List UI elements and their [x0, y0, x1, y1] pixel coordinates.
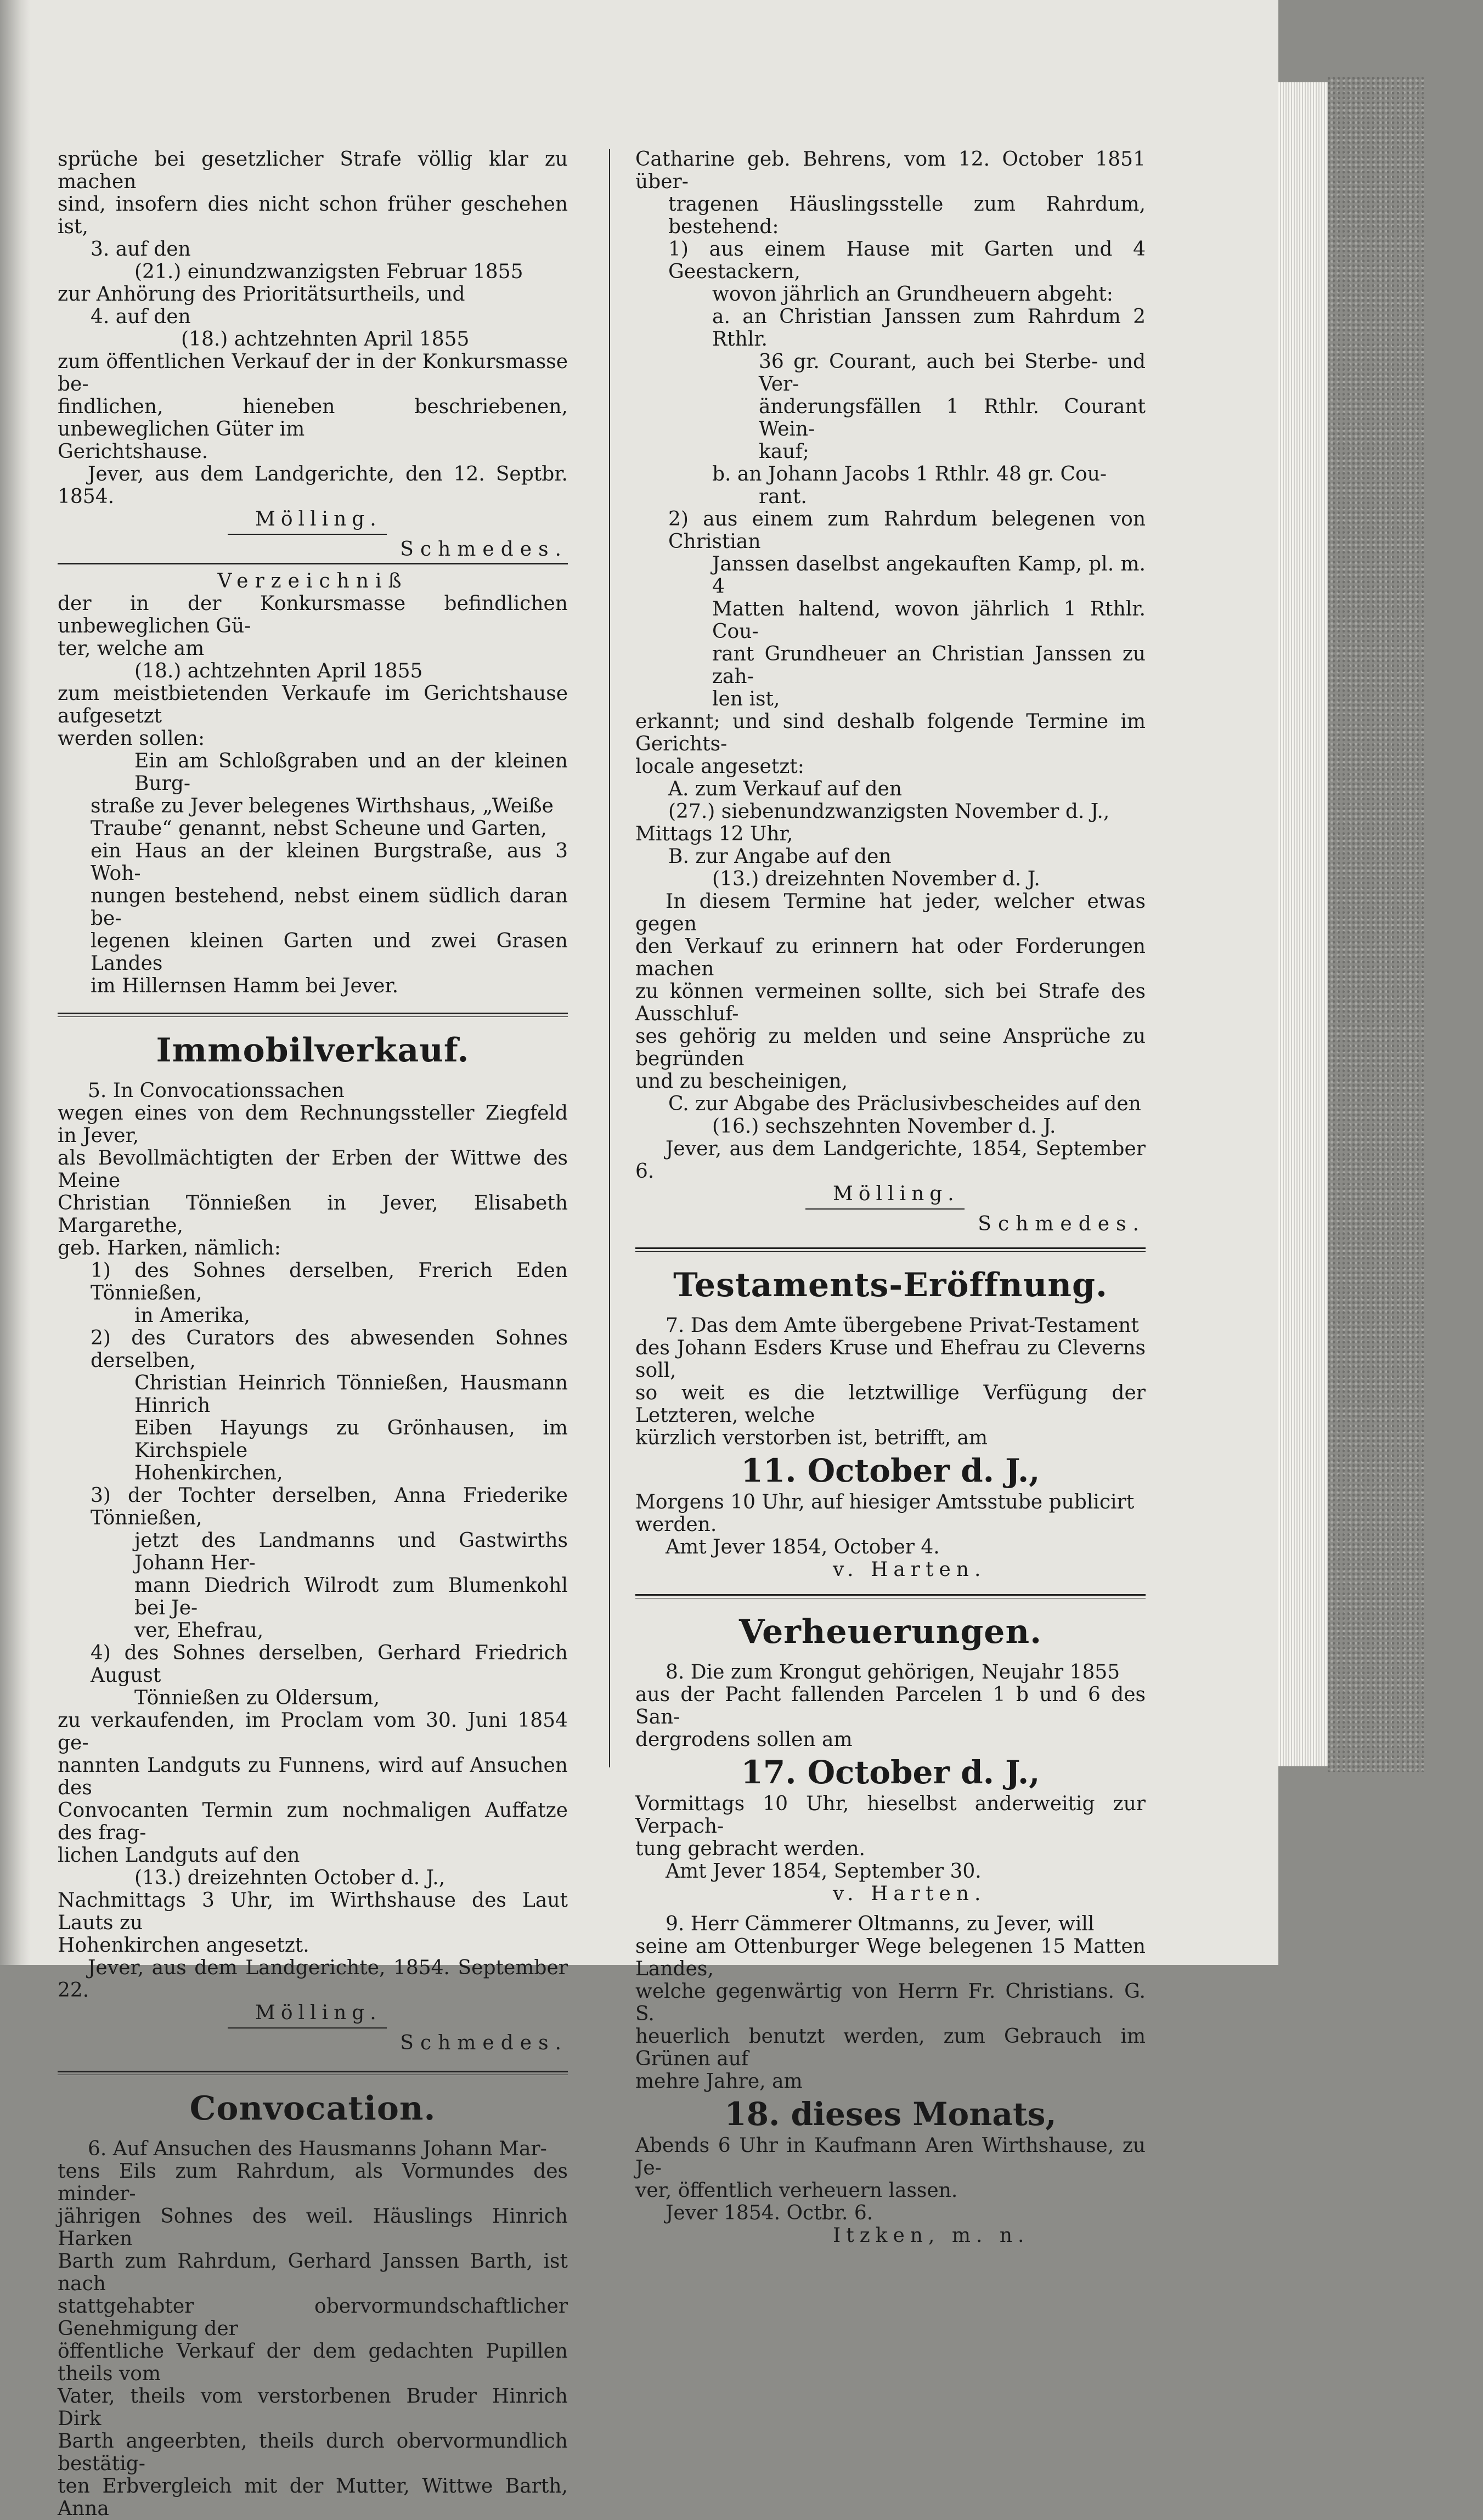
text-line: (27.) siebenundzwanzigsten November d. J., — [668, 800, 1110, 823]
signature: Mölling. — [255, 508, 382, 530]
text-line: Catharine geb. Behrens, vom 12. October 1851 über- — [635, 148, 1146, 193]
text-line: Jever, aus dem Landgerichte, 1854. September 22. — [58, 1957, 568, 2002]
highlighted-date: 18. dieses Monats, — [724, 2095, 1057, 2133]
text-line: 2) des Curators des abwesenden Sohnes derselben, — [91, 1327, 568, 1372]
section-divider — [58, 1013, 568, 1017]
text-line: Jever, aus dem Landgerichte, 1854, September 6. — [635, 1138, 1146, 1183]
text-line: Gerichtshause. — [58, 440, 208, 463]
signature-rule — [805, 1208, 965, 1210]
text-line: mehre Jahre, am — [635, 2070, 803, 2093]
text-line: Abends 6 Uhr in Kaufmann Aren Wirthshause, zu Je- — [635, 2134, 1146, 2179]
signature: Mölling. — [255, 2002, 382, 2024]
text-line: ter, welche am — [58, 637, 205, 660]
text-line: Vater, theils vom verstorbenen Bruder Hinrich Dirk — [58, 2385, 568, 2430]
section-heading: Testaments-Eröffnung. — [673, 1266, 1108, 1304]
text-line: A. zum Verkauf auf den — [668, 778, 903, 800]
book-cover — [1328, 77, 1424, 1772]
left-column — [58, 148, 568, 2520]
text-line: 6. Auf Ansuchen des Hausmanns Johann Mar- — [88, 2138, 547, 2160]
text-line: 8. Die zum Krongut gehörigen, Neujahr 1855 — [666, 1661, 1120, 1683]
text-line: B. zur Angabe auf den — [668, 845, 892, 868]
text-line: 3) der Tochter derselben, Anna Friederike Tönnießen, — [91, 1484, 568, 1529]
text-line: ses gehörig zu melden und seine Ansprüche zu begründen — [635, 1025, 1146, 1070]
text-line: a. an Christian Janssen zum Rahrdum 2 Rthlr. — [712, 306, 1146, 351]
text-line: Tönnießen zu Oldersum, — [134, 1687, 380, 1709]
text-line: zu können vermeinen sollte, sich bei Strafe des Ausschluf- — [635, 980, 1146, 1025]
signature: Schmedes. — [400, 2032, 568, 2054]
text-line: Barth angeerbten, theils durch obervormundlich bestätig- — [58, 2430, 568, 2475]
text-line: legenen kleinen Garten und zwei Grasen Landes — [91, 930, 568, 975]
section-divider — [635, 1594, 1146, 1598]
text-line: 4. auf den — [91, 306, 191, 328]
text-line: Traube“ genannt, nebst Scheune und Garten, — [91, 817, 547, 840]
text-line: Christian Tönnießen in Jever, Elisabeth Margarethe, — [58, 1192, 568, 1237]
text-line: lichen Landguts auf den — [58, 1844, 300, 1867]
section-heading: Convocation. — [189, 2089, 436, 2128]
column-divider — [609, 149, 610, 1767]
text-line: den Verkauf zu erinnern hat oder Forderungen machen — [635, 935, 1146, 980]
text-line: so weit es die letztwillige Verfügung der Letzteren, welche — [635, 1382, 1146, 1427]
text-line: sind, insofern dies nicht schon früher geschehen ist, — [58, 193, 568, 238]
text-line: Christian Heinrich Tönnießen, Hausmann Hinrich — [134, 1372, 568, 1417]
signature-rule — [228, 534, 387, 535]
text-line: findlichen, hieneben beschriebenen, unbeweglichen Güter im — [58, 395, 568, 440]
text-line: Mittags 12 Uhr, — [635, 823, 793, 845]
text-line: der in der Konkursmasse befindlichen unbeweglichen Gü- — [58, 592, 568, 637]
text-line: (18.) achtzehnten April 1855 — [181, 328, 470, 351]
text-line: straße zu Jever belegenes Wirthshaus, „Weiße — [91, 795, 554, 817]
signature: v. Harten. — [833, 1558, 986, 1581]
text-line: jährigen Sohnes des weil. Häuslings Hinrich Harken — [58, 2205, 568, 2250]
text-line: Nachmittags 3 Uhr, im Wirthshause des Laut Lauts zu — [58, 1889, 568, 1934]
text-line: rant Grundheuer an Christian Janssen zu zah- — [712, 643, 1146, 688]
text-line: Barth zum Rahrdum, Gerhard Janssen Barth, ist nach — [58, 2250, 568, 2295]
text-line: in Amerika, — [134, 1304, 251, 1327]
text-line: Amt Jever 1854, October 4. — [666, 1536, 940, 1558]
text-line: dergrodens sollen am — [635, 1728, 853, 1751]
highlighted-date: 17. October d. J., — [741, 1754, 1040, 1791]
section-divider — [58, 2071, 568, 2075]
text-line: kauf; — [759, 440, 809, 463]
text-line: (13.) dreizehnten November d. J. — [712, 868, 1040, 890]
text-line: 1) aus einem Hause mit Garten und 4 Geestackern, — [668, 238, 1146, 283]
text-line: Hohenkirchen, — [134, 1462, 283, 1484]
text-line: Matten haltend, wovon jährlich 1 Rthlr. Cou- — [712, 598, 1146, 643]
text-line: 4) des Sohnes derselben, Gerhard Friedrich August — [91, 1642, 568, 1687]
text-line: zum öffentlichen Verkauf der in der Konkursmasse be- — [58, 351, 568, 395]
text-line: zur Anhörung des Prioritätsurtheils, und — [58, 283, 465, 306]
text-line: als Bevollmächtigten der Erben der Wittwe des Meine — [58, 1147, 568, 1192]
right-column — [635, 148, 1146, 2247]
text-line: tens Eils zum Rahrdum, als Vormundes des minder- — [58, 2160, 568, 2205]
text-line: Hohenkirchen angesetzt. — [58, 1934, 309, 1957]
text-line: (18.) achtzehnten April 1855 — [134, 660, 423, 682]
text-line: (21.) einundzwanzigsten Februar 1855 — [134, 261, 523, 283]
highlighted-date: 11. October d. J., — [741, 1452, 1040, 1489]
text-line: 2) aus einem zum Rahrdum belegenen von Christian — [668, 508, 1146, 553]
text-line: erkannt; und sind deshalb folgende Termine im Gerichts- — [635, 710, 1146, 755]
text-line: C. zur Abgabe des Präclusivbescheides auf den — [668, 1093, 1141, 1115]
signature: Schmedes. — [400, 538, 568, 561]
text-line: jetzt des Landmanns und Gastwirths Johann Her- — [134, 1529, 568, 1574]
text-line: Morgens 10 Uhr, auf hiesiger Amtsstube publicirt — [635, 1491, 1135, 1513]
text-line: 5. In Convocationssachen — [88, 1080, 345, 1102]
text-line: mann Diedrich Wilrodt zum Blumenkohl bei Je- — [134, 1574, 568, 1619]
text-line: 36 gr. Courant, auch bei Sterbe- und Ver- — [759, 351, 1146, 395]
text-line: kürzlich verstorben ist, betrifft, am — [635, 1427, 988, 1449]
text-line: seine am Ottenburger Wege belegenen 15 Matten Landes, — [635, 1935, 1146, 1980]
text-line: wovon jährlich an Grundheuern abgeht: — [712, 283, 1113, 306]
text-line: geb. Harken, nämlich: — [58, 1237, 281, 1259]
text-line: ein Haus an der kleinen Burgstraße, aus 3 Woh- — [91, 840, 568, 885]
text-line: ver, Ehefrau, — [134, 1619, 264, 1642]
text-line: len ist, — [712, 688, 780, 710]
text-line: Janssen daselbst angekauften Kamp, pl. m. 4 — [712, 553, 1146, 598]
signature: Mölling. — [833, 1183, 960, 1205]
page-stack-edge — [1278, 82, 1328, 1766]
text-line: und zu bescheinigen, — [635, 1070, 848, 1093]
text-line: zum meistbietenden Verkaufe im Gerichtshause aufgesetzt — [58, 682, 568, 727]
text-line: Jever, aus dem Landgerichte, den 12. Septbr. 1854. — [58, 463, 568, 508]
text-line: 1) des Sohnes derselben, Frerich Eden Tönnießen, — [91, 1259, 568, 1304]
text-line: nannten Landguts zu Funnens, wird auf Ansuchen des — [58, 1754, 568, 1799]
text-line: öffentliche Verkauf der dem gedachten Pupillen theils vom — [58, 2340, 568, 2385]
signature: Schmedes. — [978, 1213, 1146, 1235]
text-line: ver, öffentlich verheuern lassen. — [635, 2179, 958, 2202]
text-line: änderungsfällen 1 Rthlr. Courant Wein- — [759, 395, 1146, 440]
text-line: werden sollen: — [58, 727, 205, 750]
text-line: heuerlich benutzt werden, zum Gebrauch im Grünen auf — [635, 2025, 1146, 2070]
page-binding — [0, 0, 30, 1965]
section-heading: Verheuerungen. — [739, 1613, 1042, 1651]
signature: Itzken, m. n. — [833, 2224, 1030, 2247]
text-line: aus der Pacht fallenden Parcelen 1 b und 6 des San- — [635, 1683, 1146, 1728]
section-title: Verzeichniß — [217, 570, 408, 592]
text-line: Ein am Schloßgraben und an der kleinen Burg- — [134, 750, 568, 795]
text-line: sprüche bei gesetzlicher Strafe völlig klar zu machen — [58, 148, 568, 193]
text-line: werden. — [635, 1513, 717, 1536]
text-line: tung gebracht werden. — [635, 1838, 865, 1860]
text-line: rant. — [759, 485, 807, 508]
text-line: 7. Das dem Amte übergebene Privat-Testament — [666, 1314, 1139, 1337]
text-line: Eiben Hayungs zu Grönhausen, im Kirchspiele — [134, 1417, 568, 1462]
section-heading: Immobilverkauf. — [156, 1031, 470, 1070]
text-line: 3. auf den — [91, 238, 191, 261]
text-line: (16.) sechszehnten November d. J. — [712, 1115, 1056, 1138]
text-line: wegen eines von dem Rechnungssteller Ziegfeld in Jever, — [58, 1102, 568, 1147]
text-line: welche gegenwärtig von Herrn Fr. Christians. G. S. — [635, 1980, 1146, 2025]
text-line: im Hillernsen Hamm bei Jever. — [91, 975, 399, 997]
text-line: ten Erbvergleich mit der Mutter, Wittwe Barth, Anna — [58, 2475, 568, 2520]
text-line: b. an Johann Jacobs 1 Rthlr. 48 gr. Cou- — [712, 463, 1107, 485]
section-divider — [635, 1247, 1146, 1252]
text-line: nungen bestehend, nebst einem südlich daran be- — [91, 885, 568, 930]
section-divider — [58, 563, 568, 564]
text-line: In diesem Termine hat jeder, welcher etwas gegen — [635, 890, 1146, 935]
text-line: Convocanten Termin zum nochmaligen Auffatze des frag- — [58, 1799, 568, 1844]
text-line: 9. Herr Cämmerer Oltmanns, zu Jever, will — [666, 1913, 1095, 1935]
text-line: locale angesetzt: — [635, 755, 804, 778]
text-line: tragenen Häuslingsstelle zum Rahrdum, bestehend: — [668, 193, 1146, 238]
text-line: zu verkaufenden, im Proclam vom 30. Juni 1854 ge- — [58, 1709, 568, 1754]
text-line: stattgehabter obervormundschaftlicher Genehmigung der — [58, 2295, 568, 2340]
text-line: des Johann Esders Kruse und Ehefrau zu Cleverns soll, — [635, 1337, 1146, 1382]
text-line: Amt Jever 1854, September 30. — [666, 1860, 982, 1883]
text-line: (13.) dreizehnten October d. J., — [134, 1867, 446, 1889]
text-line: Jever 1854. Octbr. 6. — [666, 2202, 873, 2224]
text-line: Vormittags 10 Uhr, hieselbst anderweitig zur Verpach- — [635, 1793, 1146, 1838]
signature-rule — [228, 2027, 387, 2029]
signature: v. Harten. — [833, 1883, 986, 1905]
